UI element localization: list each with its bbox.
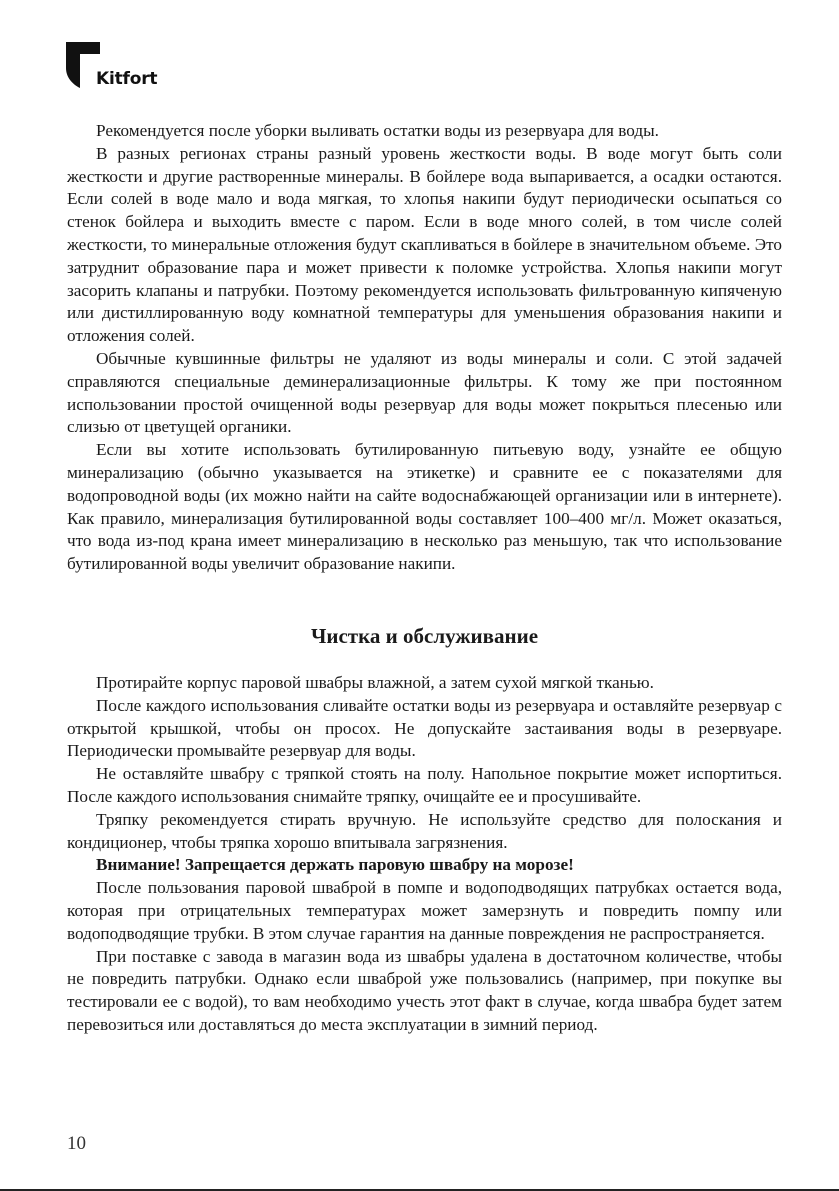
paragraph: Протирайте корпус паровой швабры влажной, а затем сухой мягкой тканью. (96, 673, 654, 692)
paragraph: Обычные кувшинные фильтры не удаляют из воды минералы и соли. С этой задачей справляются специальные деминерализационные фильтры. К тому же при постоянном использовании простой очищенной воды резервуар для воды может покрыться плесенью или слизью от цветущей органики. (67, 348, 782, 437)
paragraph: В разных регионах страны разный уровень жесткости воды. В воде могут быть соли жесткости и другие растворенные минералы. В бойлере вода выпаривается, а осадки остаются. Если солей в воде мало и вода мягкая, то хлопья накипи будут периодически осыпаться со стенок бойлера и выходить вместе с паром. Если в воде много солей, в том числе солей жесткости, то минеральные отложения будут скапливаться в бойлере в значительном объеме. Это затруднит образование пара и может привести к поломке устройства. Хлопья накипи могут засорить клапаны и патрубки. Поэтому рекомендуется использовать фильтрованную кипяченую или дистиллированную воду комнатной температуры для уменьшения образования накипи и отложения солей. (67, 143, 782, 346)
intro-text (67, 120, 782, 576)
paragraph: Если вы хотите использовать бутилированную питьевую воду, узнайте ее общую минерализацию (обычно указывается на этикетке) и сравните ее с показателями для водопроводной воды (их можно найти на сайте водоснабжающей организации или в интернете). Как правило, минерализация бутилированной воды составляет 100–400 мг/л. Может оказаться, что вода из-под крана имеет минерализацию в несколько раз меньшую, так что использование бутилированной воды увеличит образование накипи. (67, 440, 782, 574)
section-title: Чистка и обслуживание (310, 624, 539, 648)
paragraph: Не оставляйте швабру с тряпкой стоять на полу. Напольное покрытие может испортиться. После каждого использования снимайте тряпку, очищайте ее и просушивайте. (67, 764, 782, 806)
page-number: 10 (67, 1133, 86, 1154)
paragraph: После пользования паровой шваброй в помпе и водоподводящих патрубках остается вода, которая при отрицательных температурах может замерзнуть и повредить помпу или водоподводящие трубки. В этом случае гарантия на данные повреждения не распространяется. (67, 878, 782, 943)
kitfort-logo-icon (66, 42, 100, 88)
paragraph: При поставке с завода в магазин вода из швабры удалена в достаточном количестве, чтобы не повредить патрубки. Однако если шваброй уже пользовались (например, при покупке вы тестировали ее с водой), то вам необходимо учесть этот факт в случае, когда швабра будет затем перевозиться или доставляться до места эксплуатации в зимний период. (67, 946, 782, 1034)
warning-text: Внимание! Запрещается держать паровую швабру на морозе! (96, 855, 574, 875)
brand-name: Kitfort (96, 69, 158, 89)
cleaning-section (67, 672, 782, 1037)
brand-logo (66, 42, 166, 90)
paragraph: После каждого использования сливайте остатки воды из резервуара и оставляйте резервуар с открытой крышкой, чтобы он просох. Не допускайте застаивания воды в резервуаре. Периодически промывайте резервуар для воды. (67, 695, 782, 761)
paragraph: Тряпку рекомендуется стирать вручную. Не используйте средство для полоскания и кондиционер, чтобы тряпка хорошо впитывала загрязнения. (67, 809, 782, 852)
paragraph: Рекомендуется после уборки выливать остатки воды из резервуара для воды. (96, 121, 659, 140)
